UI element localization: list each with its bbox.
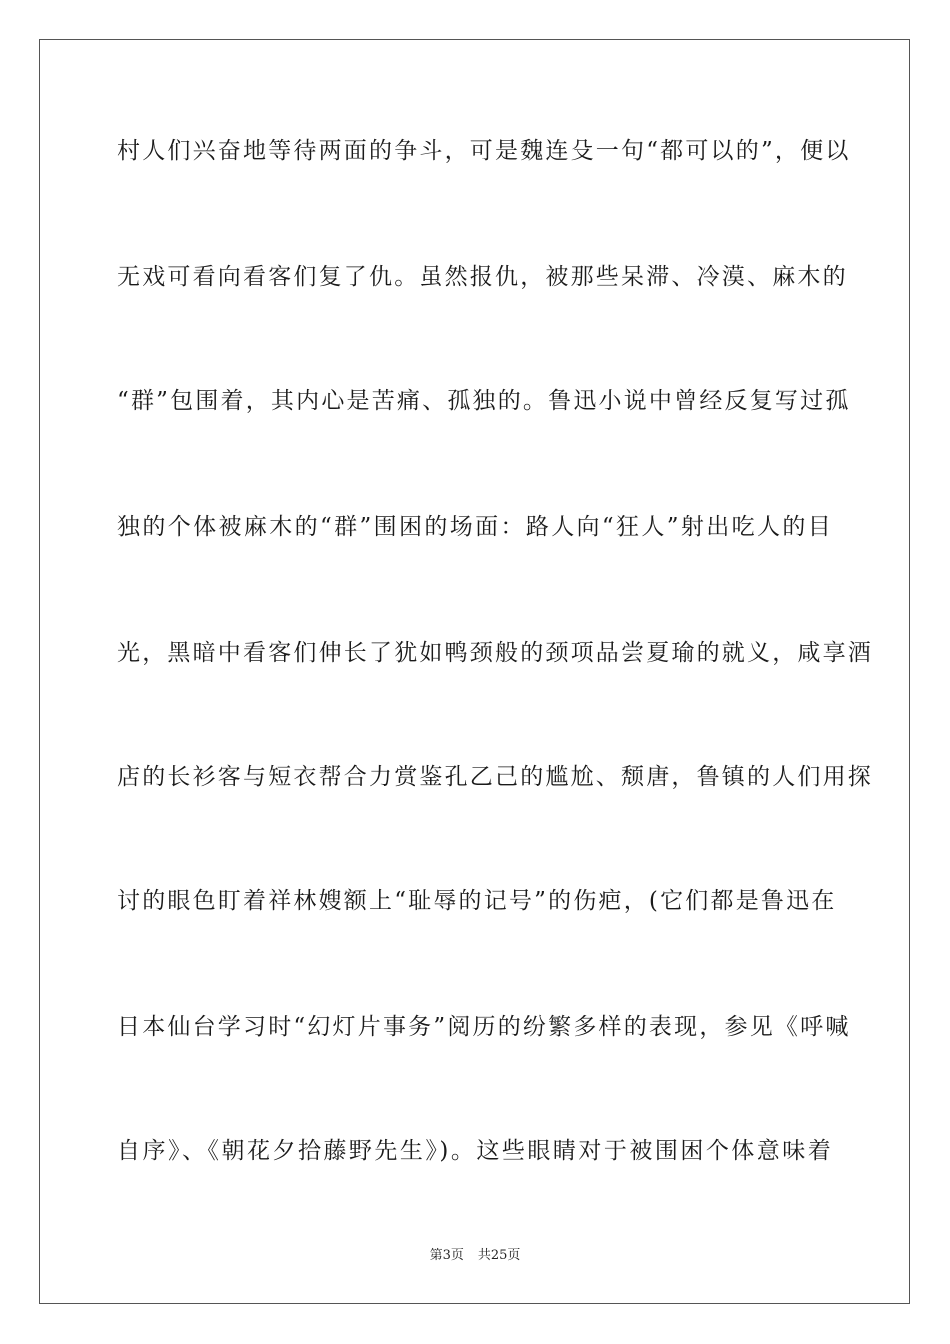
text-line-8: 日本仙台学习时“幻灯片事务”阅历的纷繁多样的表现，参见《呼喊 [117, 1014, 851, 1040]
text-line-9: 自序》、《朝花夕拾藤野先生》)。这些眼睛对于被围困个体意味着 [117, 1138, 833, 1164]
text-line-4: 独的个体被麻木的“群”围困的场面：路人向“狂人”射出吃人的目 [117, 514, 833, 540]
page-footer [0, 1248, 950, 1264]
text-line-6: 店的长衫客与短衣帮合力赏鉴孔乙己的尴尬、颓唐，鲁镇的人们用探 [117, 764, 873, 790]
text-line-1: 村人们兴奋地等待两面的争斗，可是魏连殳一句“都可以的”，便以 [117, 138, 851, 164]
page-number: 第3页 [429, 1248, 464, 1263]
page-border [39, 39, 910, 1304]
text-line-5: 光，黑暗中看客们伸长了犹如鸭颈般的颈项品尝夏瑜的就义，咸享酒 [117, 640, 873, 666]
text-line-3: “群”包围着，其内心是苦痛、孤独的。鲁迅小说中曾经反复写过孤 [117, 388, 851, 414]
text-line-2: 无戏可看向看客们复了仇。虽然报仇，被那些呆滞、冷漠、麻木的 [117, 264, 848, 290]
text-line-7: 讨的眼色盯着祥林嫂额上“耻辱的记号”的伤疤，(它们都是鲁迅在 [117, 888, 837, 914]
page-total: 共25页 [477, 1248, 521, 1263]
